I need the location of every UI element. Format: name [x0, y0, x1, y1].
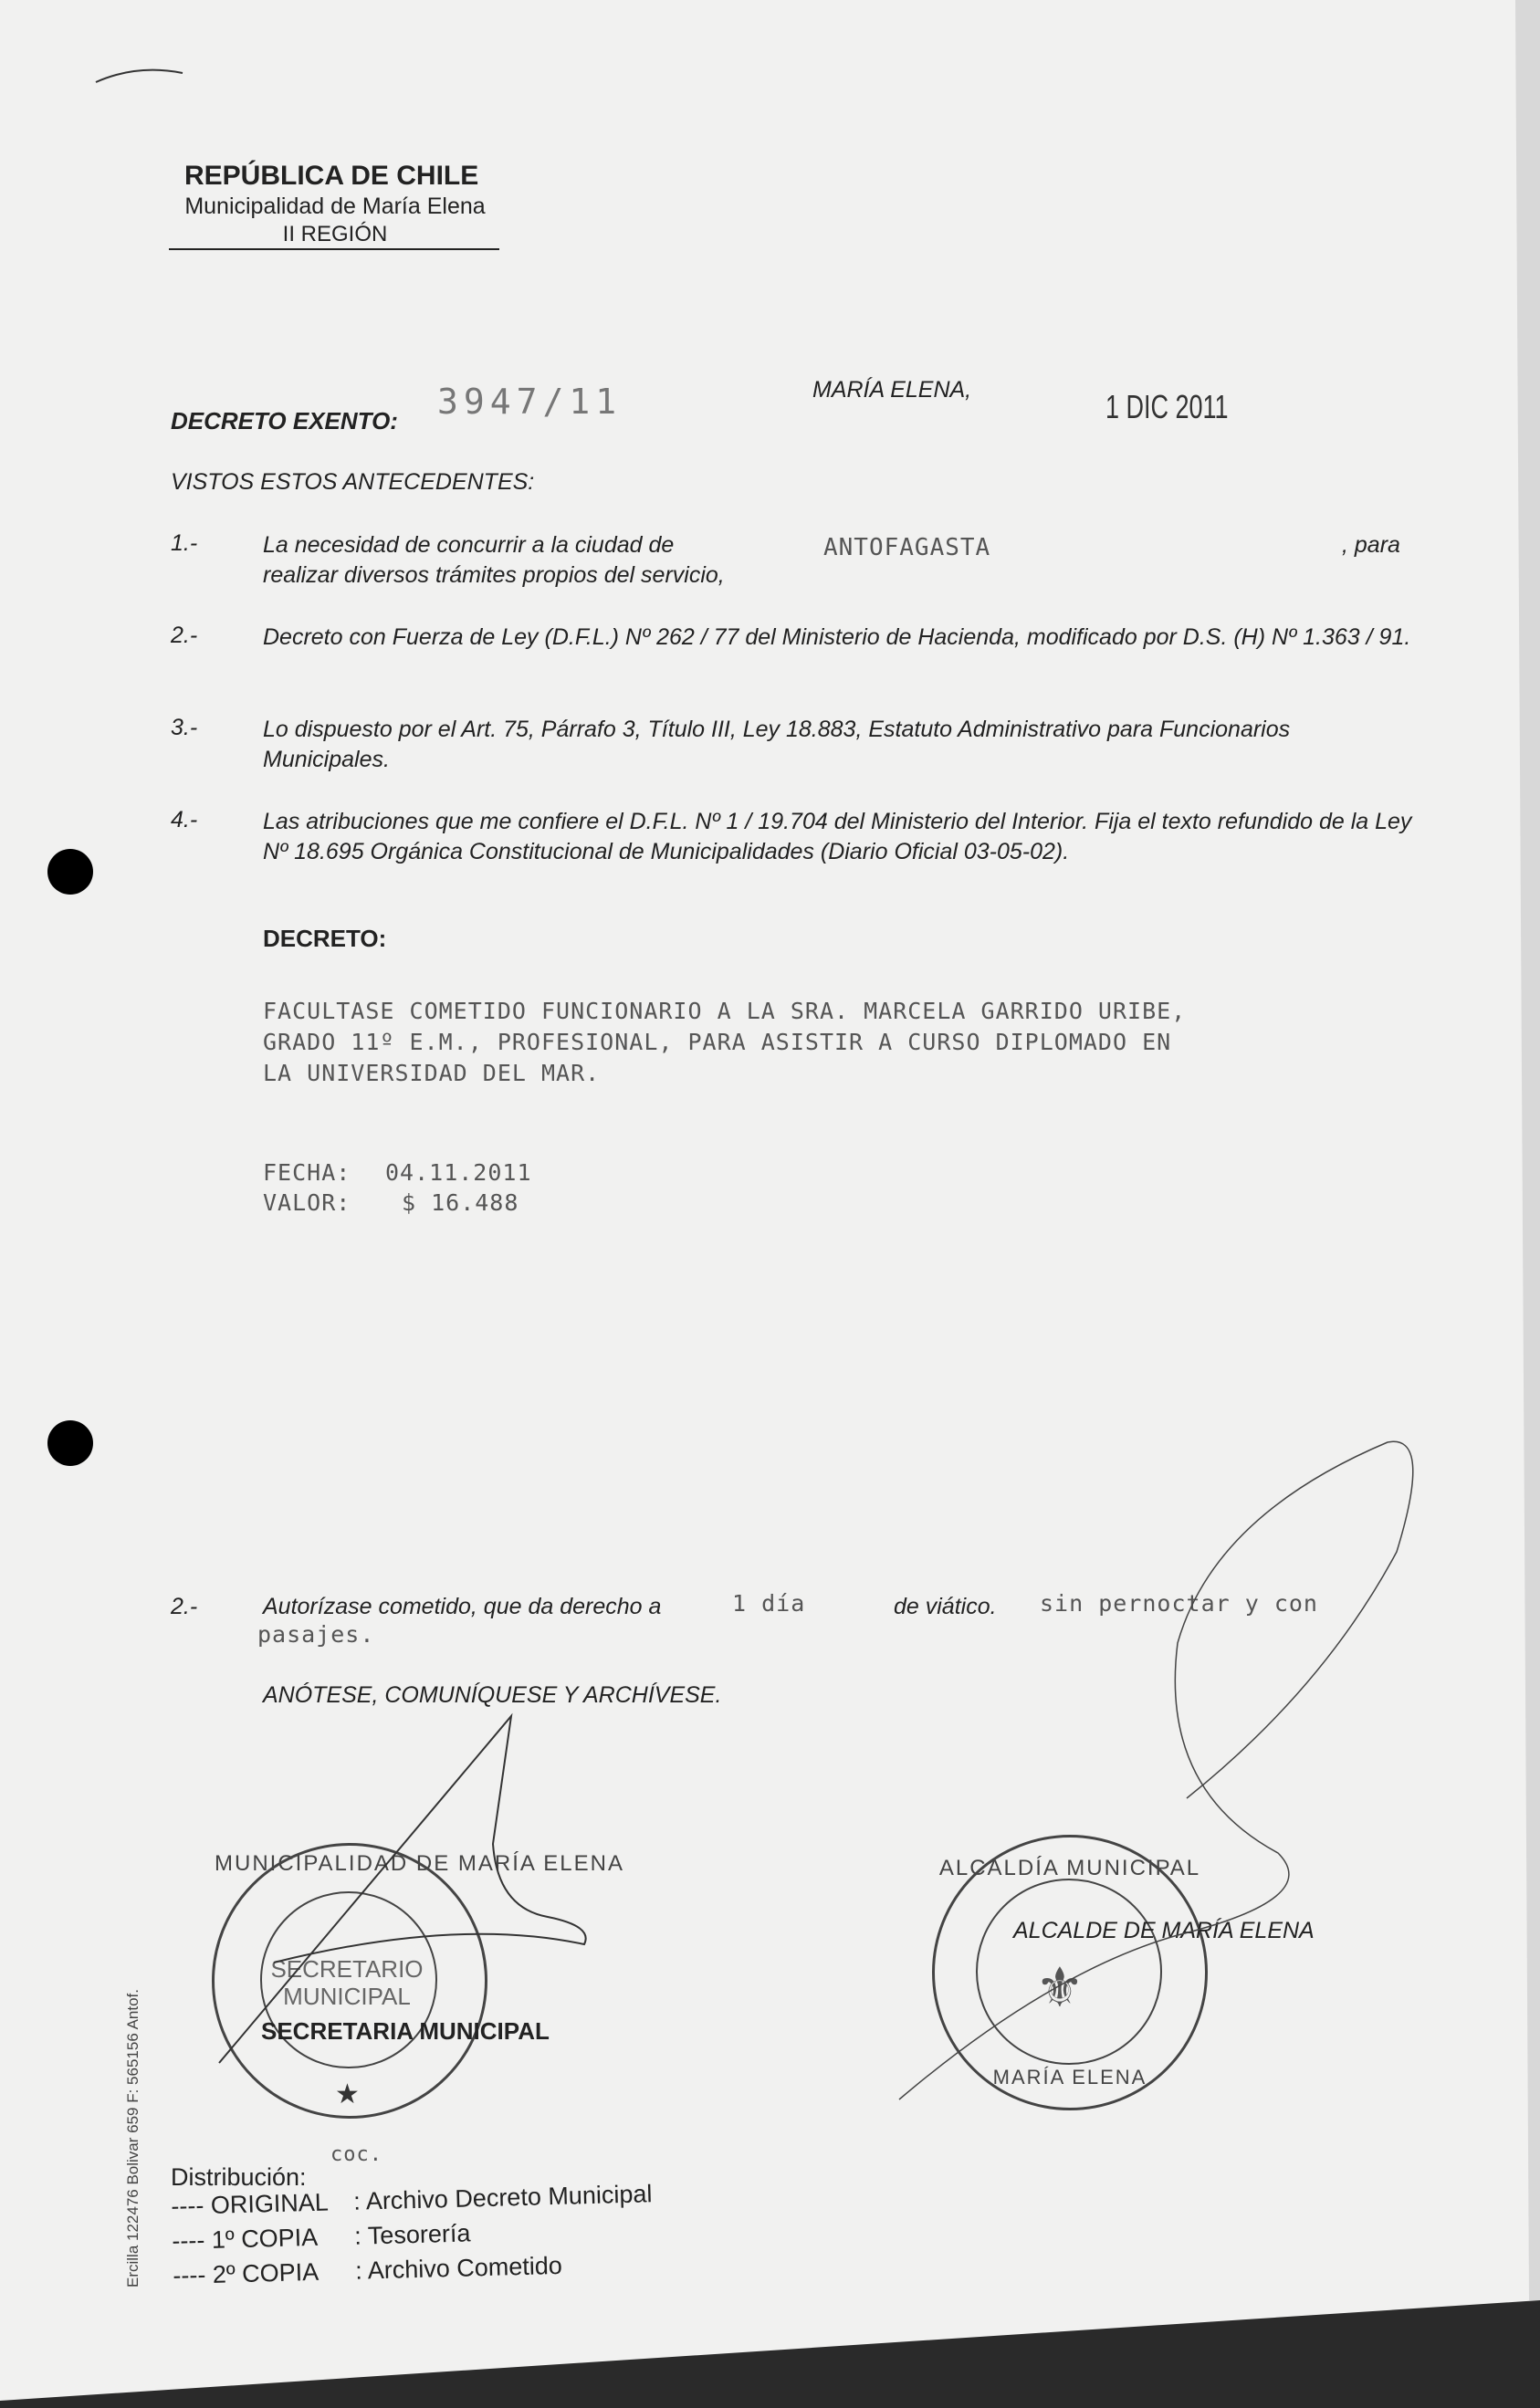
- stamp-ring-text: MUNICIPALIDAD DE MARÍA ELENA: [215, 1851, 624, 1876]
- secretaria-title: SECRETARIA MUNICIPAL: [261, 2017, 550, 2045]
- initials: coc.: [330, 2143, 382, 2166]
- header-country: REPÚBLICA DE CHILE: [184, 161, 479, 191]
- header-municipality: Municipalidad de María Elena: [184, 194, 486, 219]
- item-number: 2.-: [171, 623, 198, 648]
- scan-edge: [1515, 0, 1540, 2300]
- item-number: 1.-: [171, 530, 198, 556]
- closing: ANÓTESE, COMUNÍQUESE Y ARCHÍVESE.: [263, 1682, 722, 1708]
- item-number: 3.-: [171, 715, 198, 740]
- distribution-destination: : Tesorería: [353, 2219, 471, 2250]
- distribution-copy: ---- 1º COPIA: [171, 2223, 319, 2255]
- secretaria-stamp: [212, 1843, 624, 2119]
- point2-viatico: de viático.: [894, 1594, 997, 1619]
- item-text: La necesidad de concurrir a la ciudad de: [263, 532, 675, 558]
- decreto-title: DECRETO:: [263, 925, 387, 952]
- point2-days: 1 día: [732, 1590, 806, 1617]
- header-divider: [169, 248, 499, 250]
- distribution-title: Distribución:: [171, 2163, 307, 2191]
- distribution-destination: : Archivo Decreto Municipal: [352, 2180, 653, 2215]
- corner-mark: [96, 70, 183, 82]
- decree-date-stamp: 1 DIC 2011: [1105, 388, 1229, 425]
- point2-extra: sin pernoctar y con: [1040, 1590, 1318, 1617]
- distribution-copy: ---- ORIGINAL: [171, 2188, 330, 2220]
- printer-note: Ercilla 122476 Bolivar 659 F: 565156 Antof.: [124, 1989, 141, 2288]
- stamp-center-text: SECRETARIO MUNICIPAL: [270, 1955, 424, 2010]
- star-icon: ★: [335, 2079, 360, 2110]
- item-text: Las atribuciones que me confiere el D.F.L. Nº 1 / 19.704 del Ministerio del Interior. Fija el texto refundido de la Ley Nº 18.695 Orgánica Constitucional de Municipalidades (Diario Oficial 03-05-02).: [263, 809, 1412, 864]
- punch-hole: [47, 1420, 93, 1466]
- fecha-value: 04.11.2011: [385, 1159, 532, 1186]
- item-number: 4.-: [171, 807, 198, 832]
- scan-shadow: [0, 2300, 1540, 2408]
- header-region: II REGIÓN: [282, 222, 388, 246]
- item-number: 2.-: [171, 1594, 198, 1619]
- vistos-title: VISTOS ESTOS ANTECEDENTES:: [171, 469, 535, 495]
- decree-place: MARÍA ELENA,: [812, 377, 972, 403]
- distribution-copy: ---- 2º COPIA: [172, 2257, 320, 2289]
- item-text: realizar diversos trámites propios del servicio,: [263, 562, 725, 588]
- item-text: Lo dispuesto por el Art. 75, Párrafo 3, Título III, Ley 18.883, Estatuto Administrativo para Funcionarios Municipales.: [263, 717, 1291, 772]
- valor-label: VALOR:: [263, 1189, 351, 1216]
- point2-extra: pasajes.: [257, 1621, 375, 1648]
- stamp-ring-text: MARÍA ELENA: [992, 2066, 1147, 2089]
- point2-text: Autorízase cometido, que da derecho a: [263, 1594, 662, 1619]
- decreto-line: LA UNIVERSIDAD DEL MAR.: [263, 1060, 601, 1086]
- decree-number: 3947/11: [437, 382, 623, 422]
- coat-of-arms-icon: ⚜: [1035, 1957, 1084, 2018]
- alcalde-title: ALCALDE DE MARÍA ELENA: [1013, 1918, 1315, 1943]
- decreto-line: FACULTASE COMETIDO FUNCIONARIO A LA SRA. MARCELA GARRIDO URIBE,: [263, 998, 1187, 1024]
- stamp-ring-text: ALCALDÍA MUNICIPAL: [938, 1856, 1201, 1880]
- valor-value: $ 16.488: [402, 1189, 519, 1216]
- alcaldia-stamp: [932, 1835, 1208, 2110]
- punch-hole: [47, 849, 93, 895]
- decreto-line: GRADO 11º E.M., PROFESIONAL, PARA ASISTIR A CURSO DIPLOMADO EN: [263, 1029, 1172, 1055]
- item-text: Decreto con Fuerza de Ley (D.F.L.) Nº 262 / 77 del Ministerio de Hacienda, modificado por D.S. (H) Nº 1.363 / 91.: [263, 624, 1411, 650]
- decree-label: DECRETO EXENTO:: [171, 407, 398, 434]
- item-text: , para: [1342, 532, 1400, 558]
- distribution-destination: : Archivo Cometido: [354, 2251, 563, 2285]
- destination-city: ANTOFAGASTA: [823, 534, 991, 561]
- fecha-label: FECHA:: [263, 1159, 351, 1186]
